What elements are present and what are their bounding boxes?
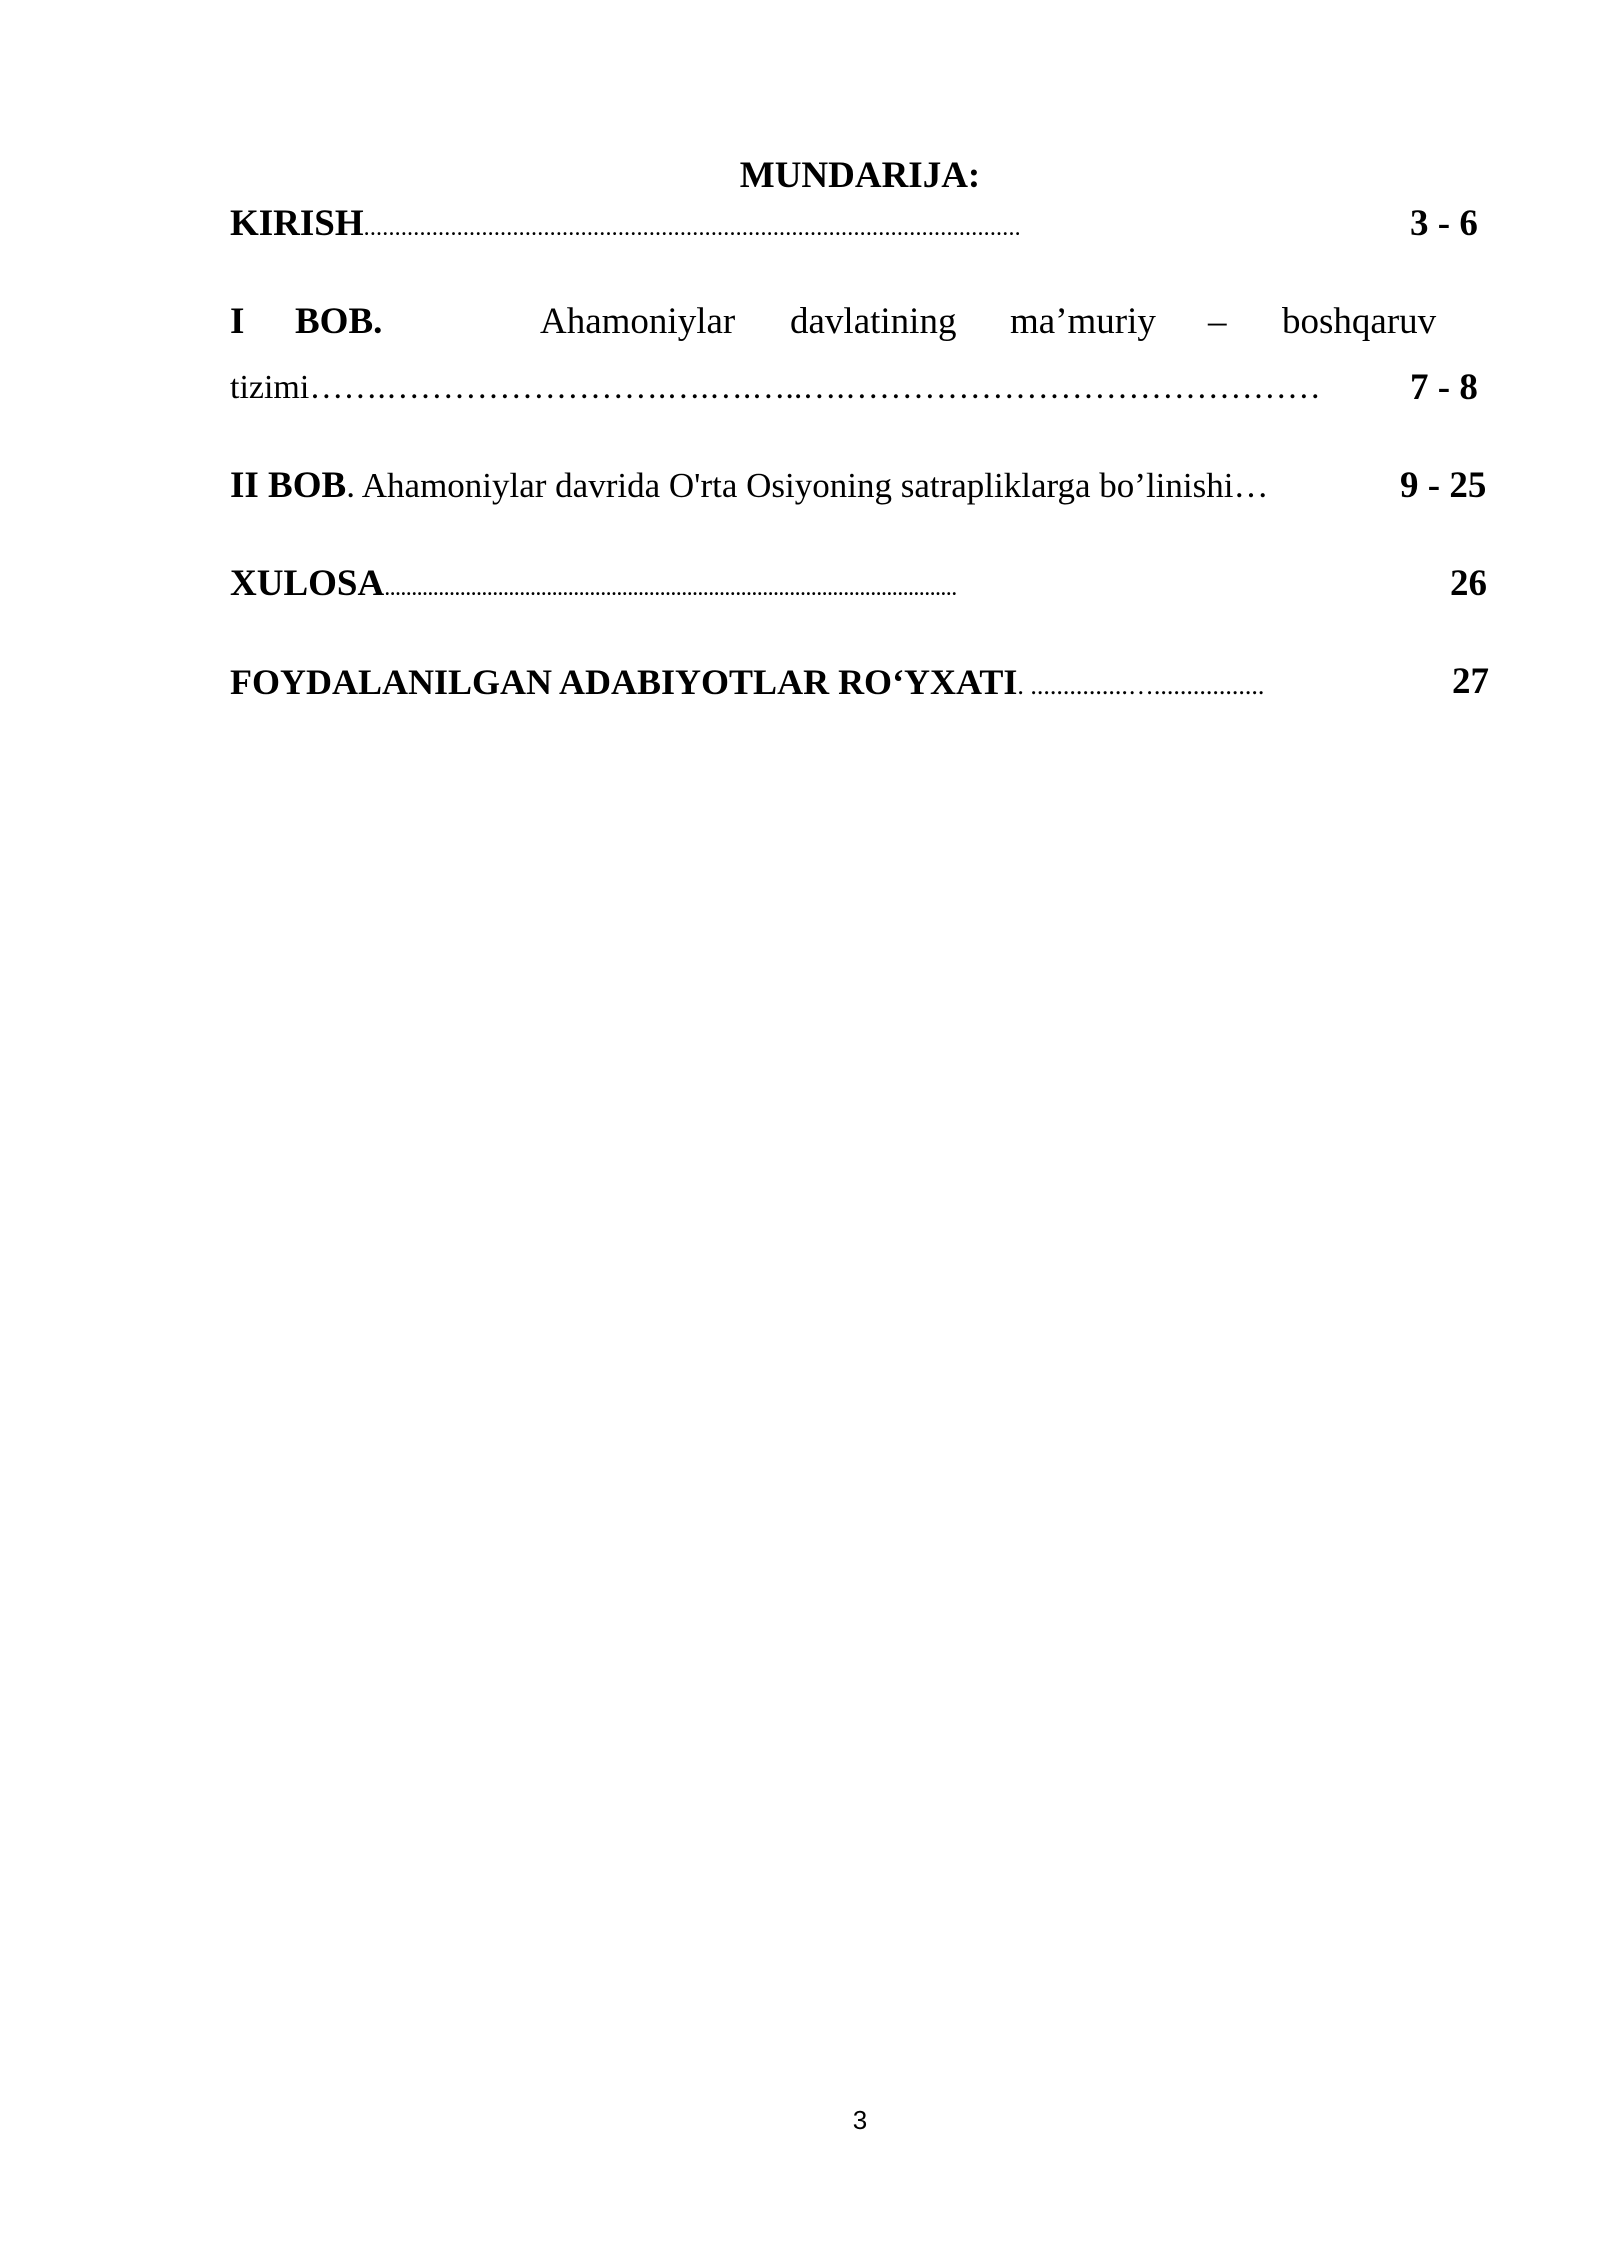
toc-entry-bob2[interactable] [230, 462, 1268, 510]
bob1-line2: tizimi…….…………………….….….…..….…………………………………… [230, 369, 1321, 406]
bob-label: BOB. [295, 301, 383, 342]
toc-entry-xulosa[interactable] [230, 560, 957, 612]
toc-page-number: 26 [1450, 563, 1487, 604]
bob1-word: Ahamoniylar [540, 301, 736, 342]
bob1-word: boshqaruv [1282, 301, 1437, 342]
bob2-text: . Ahamoniylar davrida O'rta Osiyoning satrapliklarga bo’linishi… [346, 466, 1269, 505]
toc-leader-dots: .......................................................................................................... [363, 215, 1021, 241]
toc-entry-kirish[interactable] [230, 200, 1021, 252]
bob1-word: ma’muriy [1010, 301, 1156, 342]
toc-entry-label: FOYDALANILGAN ADABIYOTLAR RO‘YXATI [230, 662, 1018, 702]
toc-leader-dots: .......................................................................................................... [384, 575, 957, 601]
bob1-word: davlatining [790, 301, 957, 342]
toc-title: MUNDARIJA: [739, 155, 981, 196]
toc-page-number: 9 - 25 [1400, 465, 1487, 506]
toc-entry-label: KIRISH [230, 203, 364, 244]
bob-roman-numeral: I [230, 301, 245, 342]
toc-leader-dots: . ...............…................. [1017, 671, 1265, 700]
toc-page-number: 27 [1452, 661, 1489, 702]
bob1-word: – [1208, 301, 1227, 342]
toc-entry-label: XULOSA [230, 563, 385, 604]
toc-page-number: 7 - 8 [1410, 367, 1478, 408]
page-number-footer: 3 [852, 2105, 868, 2135]
toc-page-number: 3 - 6 [1410, 203, 1478, 244]
bob2-label: II BOB [230, 465, 347, 506]
toc-entry-adabiyotlar[interactable] [230, 658, 1264, 710]
